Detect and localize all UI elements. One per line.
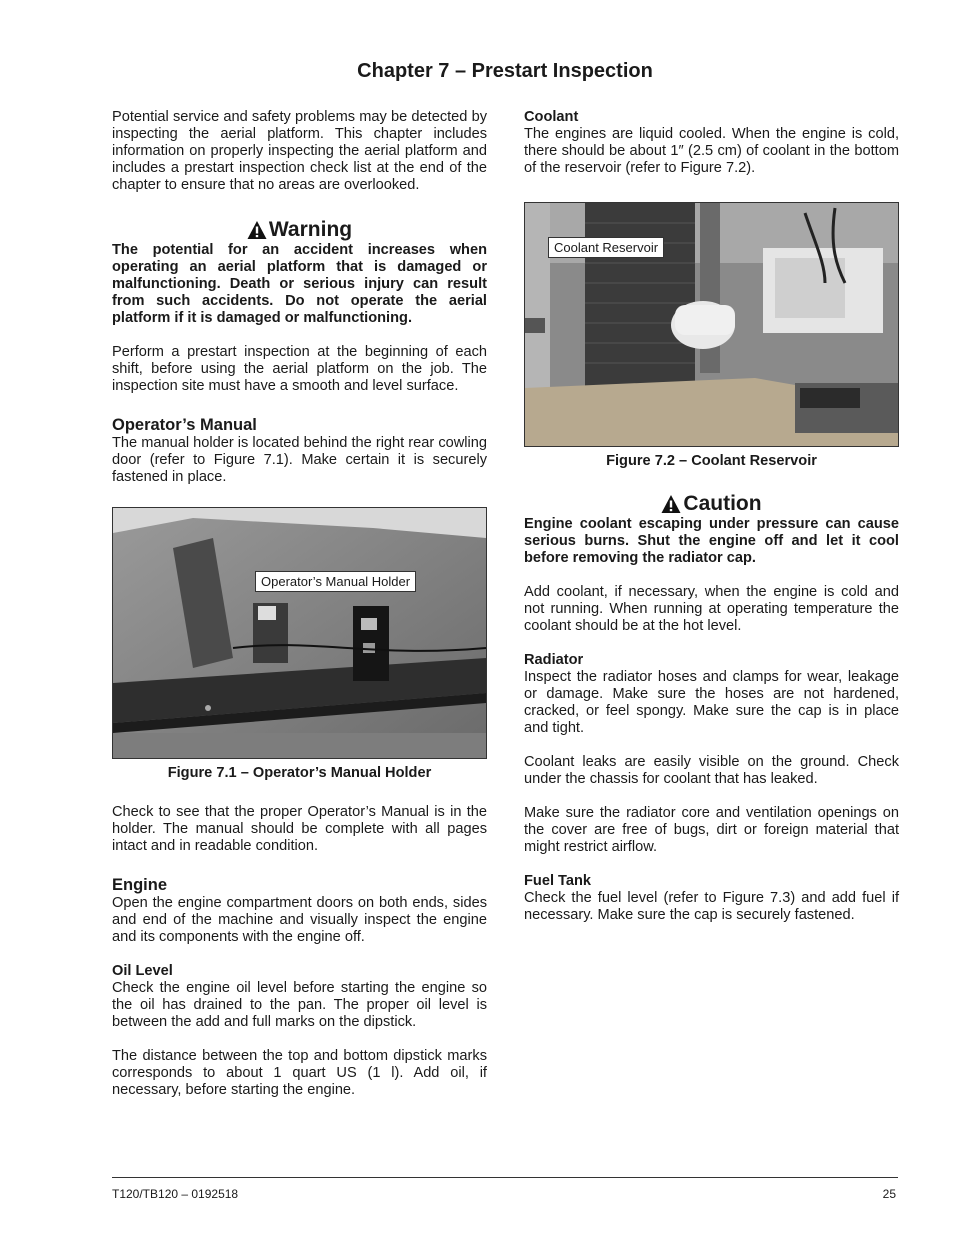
coolant-leaks-paragraph: Coolant leaks are easily visible on the ground. Check under the chassis for coolant that has leaked. <box>524 754 899 787</box>
fuel-tank-heading: Fuel Tank <box>524 873 592 889</box>
coolant-heading: Coolant <box>524 109 579 125</box>
figure-7-1-label: Operator’s Manual Holder <box>255 571 416 592</box>
caution-heading <box>524 492 899 516</box>
left-column <box>112 109 487 1099</box>
caution-text: Engine coolant escaping under pressure can cause serious burns. Shut the engine off and let it cool before removing the radiator cap. <box>524 516 899 566</box>
right-column <box>524 109 899 924</box>
page-title: Chapter 7 – Prestart Inspection <box>357 60 653 82</box>
dipstick-text: The distance between the top and bottom dipstick marks corresponds to about 1 quart US (1 l). Add oil, if necessary, before starting the engine. <box>112 1048 487 1098</box>
check-manual-paragraph: Check to see that the proper Operator’s Manual is in the holder. The manual should be complete with all pages intact and in readable condition. <box>112 804 487 854</box>
footer-model-number: T120/TB120 – 0192518 <box>112 1187 239 1201</box>
radiator-text: Inspect the radiator hoses and clamps for wear, leakage or damage. Make sure the hoses are not hardened, cracked, or feel spongy. Make sure the cap is in place and tight. <box>524 669 899 736</box>
warning-heading <box>112 218 487 242</box>
figure-7-1-caption: Figure 7.1 – Operator’s Manual Holder <box>167 765 432 781</box>
operators-manual-heading: Operator’s Manual <box>112 416 257 434</box>
warning-title: Warning <box>268 218 353 241</box>
figure-7-1-photo <box>112 507 487 759</box>
fuel-tank-text: Check the fuel level (refer to Figure 7.3) and add fuel if necessary. Make sure the cap is securely fastened. <box>524 890 899 923</box>
manual-holder-photo-illustration <box>113 508 486 758</box>
figure-7-2-label: Coolant Reservoir <box>548 237 664 258</box>
oil-level-heading: Oil Level <box>112 963 173 979</box>
coolant-text: The engines are liquid cooled. When the engine is cold, there should be about 1″ (2.5 cm) of coolant in the bottom of the reservoir (refer to Figure 7.2). <box>524 126 899 176</box>
radiator-core-paragraph: Make sure the radiator core and ventilation openings on the cover are free of bugs, dirt or foreign material that might restrict airflow. <box>524 805 899 855</box>
operators-manual-text: The manual holder is located behind the right rear cowling door (refer to Figure 7.1). Make certain it is securely fastened in place. <box>112 435 487 485</box>
engine-text: Open the engine compartment doors on both ends, sides and end of the machine and visually inspect the engine and its components with the engine off. <box>112 895 487 945</box>
intro-paragraph: Potential service and safety problems may be detected by inspecting the aerial platform. This chapter includes information on properly inspecting the aerial platform and includes a prestart inspection check list at the end of the chapter to ensure that no areas are overlooked. <box>112 109 487 193</box>
footer-divider <box>112 1177 898 1178</box>
add-coolant-paragraph: Add coolant, if necessary, when the engine is cold and not running. When running at operating temperature the coolant should be at the hot level. <box>524 584 899 634</box>
figure-7-2-caption: Figure 7.2 – Coolant Reservoir <box>606 453 817 469</box>
caution-triangle-icon <box>661 494 681 514</box>
oil-level-text: Check the engine oil level before starting the engine so the oil has drained to the pan. The proper oil level is between the add and full marks on the dipstick. <box>112 980 487 1030</box>
radiator-heading: Radiator <box>524 652 584 668</box>
prestart-paragraph: Perform a prestart inspection at the beginning of each shift, before using the aerial platform on the job. The inspection site must have a smooth and level surface. <box>112 344 487 394</box>
warning-triangle-icon <box>247 220 267 240</box>
figure-7-2-photo <box>524 202 899 447</box>
engine-heading: Engine <box>112 876 168 894</box>
footer-page-number: 25 <box>882 1187 896 1201</box>
caution-title: Caution <box>683 492 762 515</box>
warning-text: The potential for an accident increases when operating an aerial platform that is damaged or malfunctioning. Death or serious injury can result from such accidents. Do not operate the aerial platform if it is damaged or malfunctioning. <box>112 242 487 326</box>
